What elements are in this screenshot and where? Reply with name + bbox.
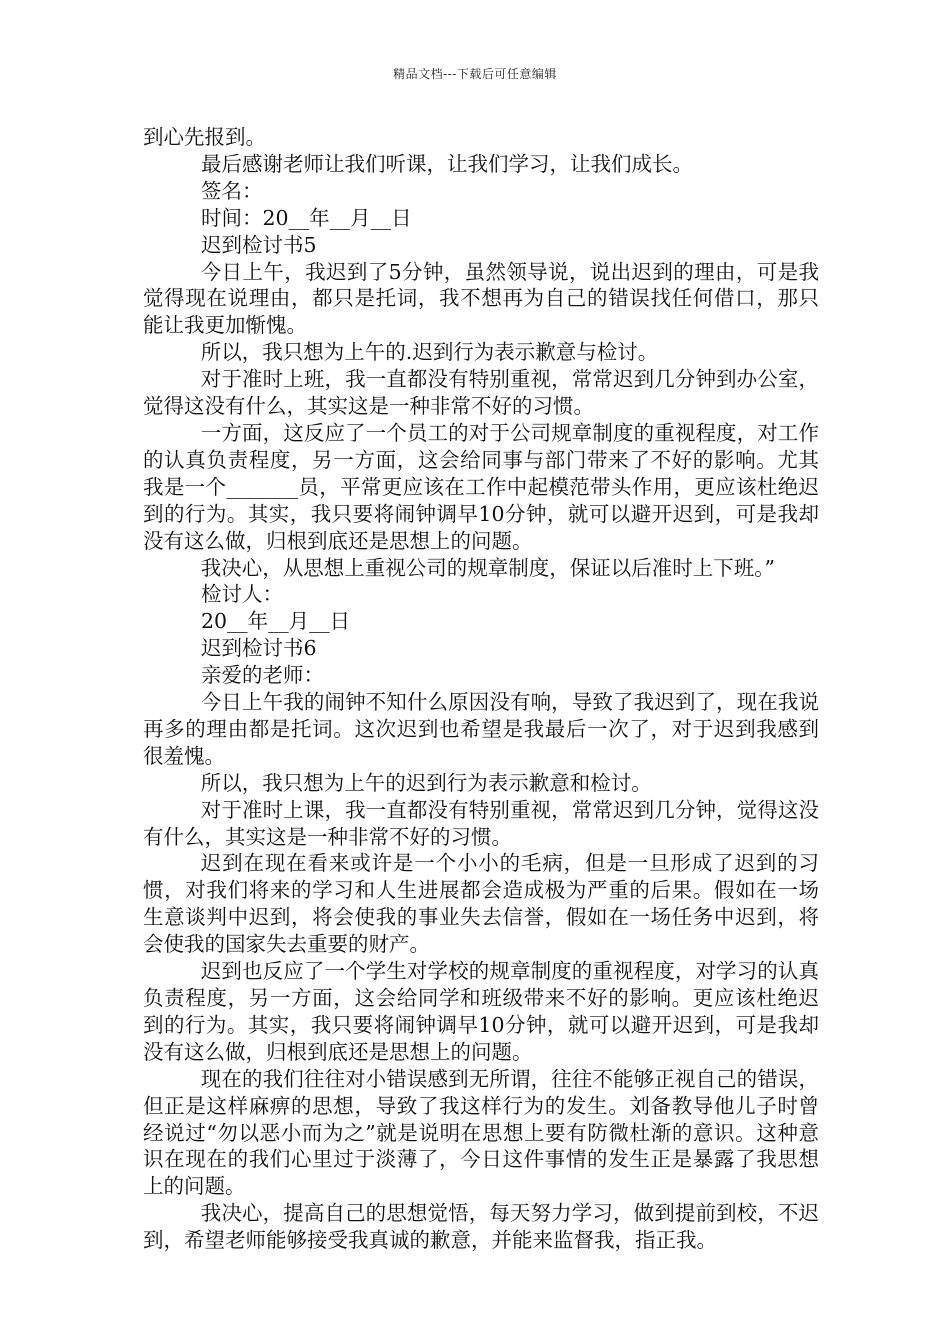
paragraph: 我决心，从思想上重视公司的规章制度，保证以后准时上下班。” — [200, 555, 776, 580]
date-line: 时间：20__年__月__日 — [201, 205, 412, 230]
paragraph: 到心先报到。 — [143, 125, 266, 149]
paragraph: 现在的我们往往对小错误感到无所谓，往往不能够正视自己的错误，但正是这样麻痹的思想，导致了我这样行为的发生。刘备教导他儿子时曾经说过“勿以恶小而为之”就是说明在思想上要有防微杜渐的意识。这种意识在现在的我们心里过于淡薄了，今日这件事情的发生正是暴露了我思想上的问题。 — [143, 1066, 819, 1199]
paragraph: 对于准时上班，我一直都没有特别重视，常常迟到几分钟到办公室，觉得这没有什么，其实这是一种非常不好的习惯。 — [143, 367, 819, 419]
paragraph: 对于准时上课，我一直都没有特别重视，常常迟到几分钟，觉得这没有什么，其实这是一种非常不好的习惯。 — [143, 797, 819, 849]
section-title: 迟到检讨书5 — [201, 232, 317, 257]
paragraph: 迟到也反应了一个学生对学校的规章制度的重视程度，对学习的认真负责程度，另一方面，这会给同学和班级带来不好的影响。更应该杜绝迟到的行为。其实，我只要将闹钟调早10分钟，就可以避开迟到，可是我却没有这么做，归根到底还是思想上的问题。 — [143, 959, 819, 1064]
salutation: 亲爱的老师： — [201, 663, 324, 688]
paragraph: 今日上午，我迟到了5分钟，虽然领导说，说出迟到的理由，可是我觉得现在说理由，都只是托词，我不想再为自己的错误找任何借口，那只能让我更加惭愧。 — [143, 259, 819, 338]
paragraph: 一方面，这反应了一个员工的对于公司规章制度的重视程度，对工作的认真负责程度，另一方面，这会给同事与部门带来了不好的影响。尤其我是一个_______员，平常更应该在工作中起模范带头作用，更应该杜绝迟到的行为。其实，我只要将闹钟调早10分钟，就可以避开迟到，可是我却没有这么做，归根到底还是思想上的问题。 — [143, 420, 819, 553]
paragraph: 所以，我只想为上午的迟到行为表示歉意和检讨。 — [200, 770, 652, 795]
page-header: 精品文档---下载后可任意编辑 — [393, 67, 557, 81]
signature-label: 签名： — [201, 178, 263, 203]
document-body — [143, 124, 819, 1254]
paragraph: 今日上午我的闹钟不知什么原因没有响，导致了我迟到了，现在我说再多的理由都是托词。这次迟到也希望是我最后一次了，对于迟到我感到很羞愧。 — [143, 690, 819, 768]
section-title: 迟到检讨书6 — [201, 636, 317, 661]
paragraph: 最后感谢老师让我们听课，让我们学习，让我们成长。 — [201, 151, 693, 176]
reviewer-label: 检讨人： — [201, 582, 283, 607]
paragraph: 我决心，提高自己的思想觉悟，每天努力学习，做到提前到校，不迟到，希望老师能够接受我真诚的歉意，并能来监督我，指正我。 — [143, 1201, 819, 1253]
date-line: 20__年__月__日 — [201, 609, 351, 634]
paragraph: 迟到在现在看来或许是一个小小的毛病，但是一旦形成了迟到的习惯，对我们将来的学习和人生进展都会造成极为严重的后果。假如在一场生意谈判中迟到，将会使我的事业失去信誉，假如在一场任务中迟到，将会使我的国家失去重要的财产。 — [143, 851, 819, 957]
paragraph: 所以，我只想为上午的.迟到行为表示歉意与检讨。 — [200, 340, 659, 365]
